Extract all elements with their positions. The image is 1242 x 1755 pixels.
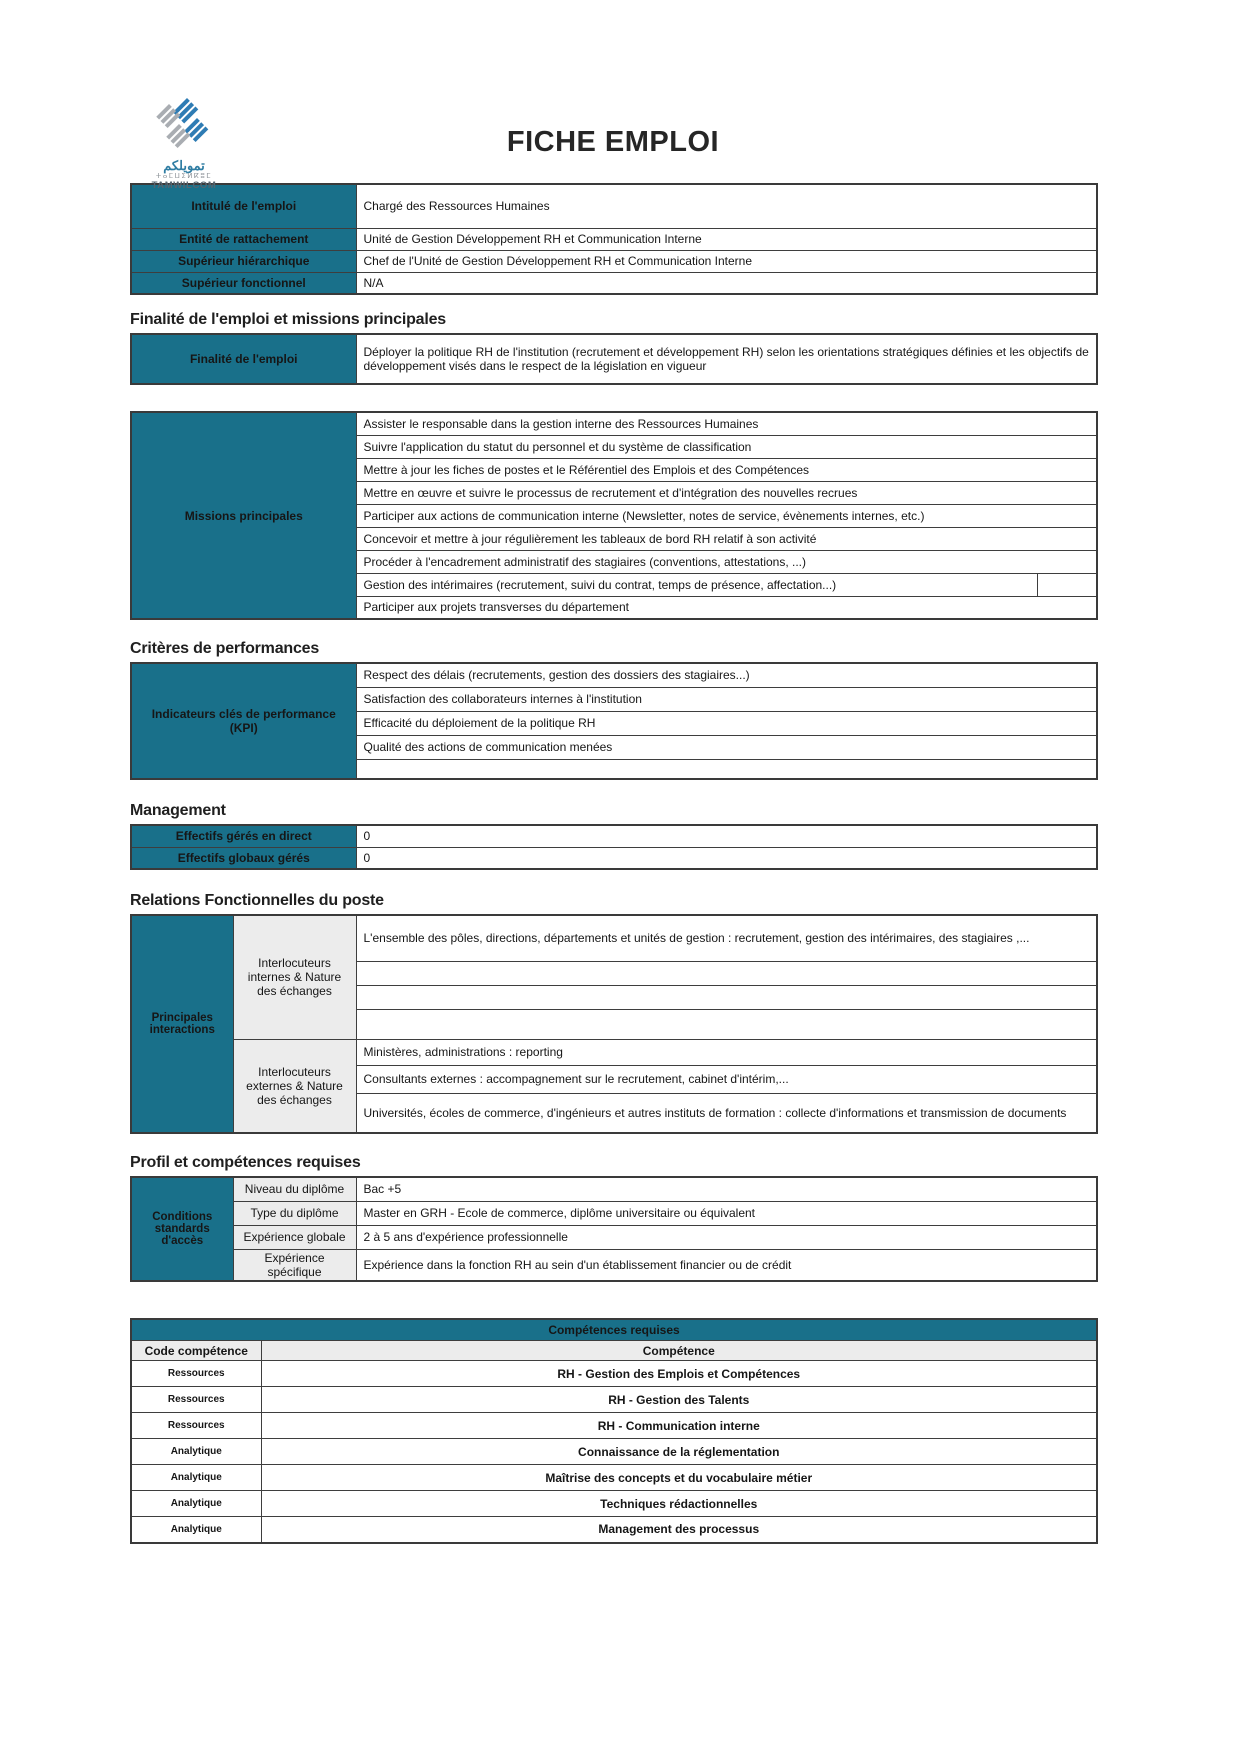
missions-label: Missions principales [131,412,356,619]
mission-item: Procéder à l'encadrement administratif des stagiaires (conventions, attestations, ...) [356,550,1097,573]
logo-latin-text: TAMWILCOM [151,179,217,191]
logo-arabic-text: تمويلكم [163,157,205,173]
kpi-label: Indicateurs clés de performance (KPI) [131,663,356,779]
competence-code: Analytique [131,1517,261,1543]
empty-cell [356,1009,1097,1039]
table-row [131,1319,1097,1341]
management-value: 0 [356,847,1097,869]
mission-item: Mettre en œuvre et suivre le processus de recrutement et d'intégration des nouvelles recrues [356,481,1097,504]
table-row [131,272,1097,294]
finalite-value: Déployer la politique RH de l'institution (recrutement et développement RH) selon les orientations stratégiques définies et les objectifs de développement visés dans le respect de la législation en vigueur [356,334,1097,384]
table-row [131,334,1097,384]
competence-name: Maîtrise des concepts et du vocabulaire métier [261,1465,1097,1491]
identity-label: Supérieur fonctionnel [131,272,356,294]
management-value: 0 [356,825,1097,847]
finalite-table [130,333,1098,385]
profil-main-label: Conditions standards d'accès [131,1177,233,1281]
empty-cell [1037,573,1097,596]
logo-tifinagh-text: ⵜⴰⵎⵡⵉⵍⴽⵓⵎ [155,172,213,180]
competence-code: Ressources [131,1387,261,1413]
profil-row-value: Bac +5 [356,1177,1097,1201]
identity-value: Unité de Gestion Développement RH et Communication Interne [356,228,1097,250]
competence-code: Ressources [131,1361,261,1387]
table-row [131,915,1097,961]
table-row [131,1465,1097,1491]
table-row [131,250,1097,272]
kpi-table [130,662,1098,780]
profil-row-value: Master en GRH - Ecole de commerce, diplôme universitaire ou équivalent [356,1201,1097,1225]
relations-table [130,914,1098,1134]
internes-label: Interlocuteurs internes & Nature des échanges [233,915,356,1039]
table-row [131,1177,1097,1201]
identity-label: Intitulé de l'emploi [131,184,356,228]
mission-item: Suivre l'application du statut du personnel et du système de classification [356,435,1097,458]
table-row [131,825,1097,847]
profil-row-value: Expérience dans la fonction RH au sein d'un établissement financier ou de crédit [356,1249,1097,1281]
table-row [131,1439,1097,1465]
relations-main-label: Principales interactions [131,915,233,1133]
table-row [131,1225,1097,1249]
mission-item: Participer aux projets transverses du département [356,596,1097,619]
competences-col-comp: Compétence [261,1341,1097,1361]
table-row [131,412,1097,435]
mission-item: Mettre à jour les fiches de postes et le Référentiel des Emplois et des Compétences [356,458,1097,481]
table-row [131,663,1097,687]
competence-name: Management des processus [261,1517,1097,1543]
finalite-label: Finalité de l'emploi [131,334,356,384]
table-row [131,1361,1097,1387]
competence-name: Connaissance de la réglementation [261,1439,1097,1465]
identity-label: Entité de rattachement [131,228,356,250]
competence-name: RH - Gestion des Emplois et Compétences [261,1361,1097,1387]
management-label: Effectifs gérés en direct [131,825,356,847]
table-row [131,228,1097,250]
internes-item: L'ensemble des pôles, directions, départements et unités de gestion : recrutement, gestion des intérimaires, des stagiaires ,... [356,915,1097,961]
mission-item: Assister le responsable dans la gestion interne des Ressources Humaines [356,412,1097,435]
empty-cell [356,985,1097,1009]
profil-row-label: Niveau du diplôme [233,1177,356,1201]
competences-table [130,1318,1098,1544]
document-header [130,0,1096,191]
externes-item: Universités, écoles de commerce, d'ingénieurs et autres instituts de formation : collecte d'informations et transmission de documents [356,1093,1097,1133]
kpi-item: Satisfaction des collaborateurs internes à l'institution [356,687,1097,711]
empty-cell [356,961,1097,985]
competence-code: Analytique [131,1491,261,1517]
competence-name: RH - Gestion des Talents [261,1387,1097,1413]
identity-value: N/A [356,272,1097,294]
profil-row-label: Type du diplôme [233,1201,356,1225]
competences-title: Compétences requises [131,1319,1097,1341]
missions-table [130,411,1098,620]
table-row [131,184,1097,228]
competence-code: Ressources [131,1413,261,1439]
kpi-item: Qualité des actions de communication menées [356,735,1097,759]
section-heading-finalite: Finalité de l'emploi et missions principales [130,311,446,328]
table-row [131,1201,1097,1225]
competences-col-code: Code compétence [131,1341,261,1361]
page-title: FICHE EMPLOI [506,126,720,158]
competence-name: RH - Communication interne [261,1413,1097,1439]
kpi-item: Efficacité du déploiement de la politique RH [356,711,1097,735]
management-label: Effectifs globaux gérés [131,847,356,869]
table-row [131,1517,1097,1543]
table-row [131,1491,1097,1517]
externes-label: Interlocuteurs externes & Nature des échanges [233,1039,356,1133]
table-row [131,1387,1097,1413]
section-heading-performance: Critères de performances [130,640,320,657]
section-heading-relations: Relations Fonctionnelles du poste [130,892,384,909]
identity-table [130,179,1098,295]
competence-code: Analytique [131,1439,261,1465]
mission-item: Participer aux actions de communication interne (Newsletter, notes de service, évènements internes, etc.) [356,504,1097,527]
identity-value: Chef de l'Unité de Gestion Développement RH et Communication Interne [356,250,1097,272]
management-table [130,824,1098,870]
externes-item: Ministères, administrations : reporting [356,1039,1097,1065]
competence-name: Techniques rédactionnelles [261,1491,1097,1517]
profil-row-value: 2 à 5 ans d'expérience professionnelle [356,1225,1097,1249]
identity-label: Supérieur hiérarchique [131,250,356,272]
profil-table [130,1176,1098,1282]
kpi-item: Respect des délais (recrutements, gestion des dossiers des stagiaires...) [356,663,1097,687]
externes-item: Consultants externes : accompagnement sur le recrutement, cabinet d'intérim,... [356,1065,1097,1093]
profil-row-label: Expérience spécifique [233,1249,356,1281]
section-heading-profil: Profil et compétences requises [130,1154,361,1171]
profil-row-label: Expérience globale [233,1225,356,1249]
identity-value: Chargé des Ressources Humaines [356,184,1097,228]
competence-code: Analytique [131,1465,261,1491]
table-row [131,847,1097,869]
table-row [131,1413,1097,1439]
table-row [131,1249,1097,1281]
empty-cell [356,759,1097,779]
section-heading-management: Management [130,802,226,819]
table-row [131,1039,1097,1065]
mission-item: Gestion des intérimaires (recrutement, suivi du contrat, temps de présence, affectation...) [356,573,1037,596]
table-row [131,1341,1097,1361]
mission-item: Concevoir et mettre à jour régulièrement les tableaux de bord RH relatif à son activité [356,527,1097,550]
